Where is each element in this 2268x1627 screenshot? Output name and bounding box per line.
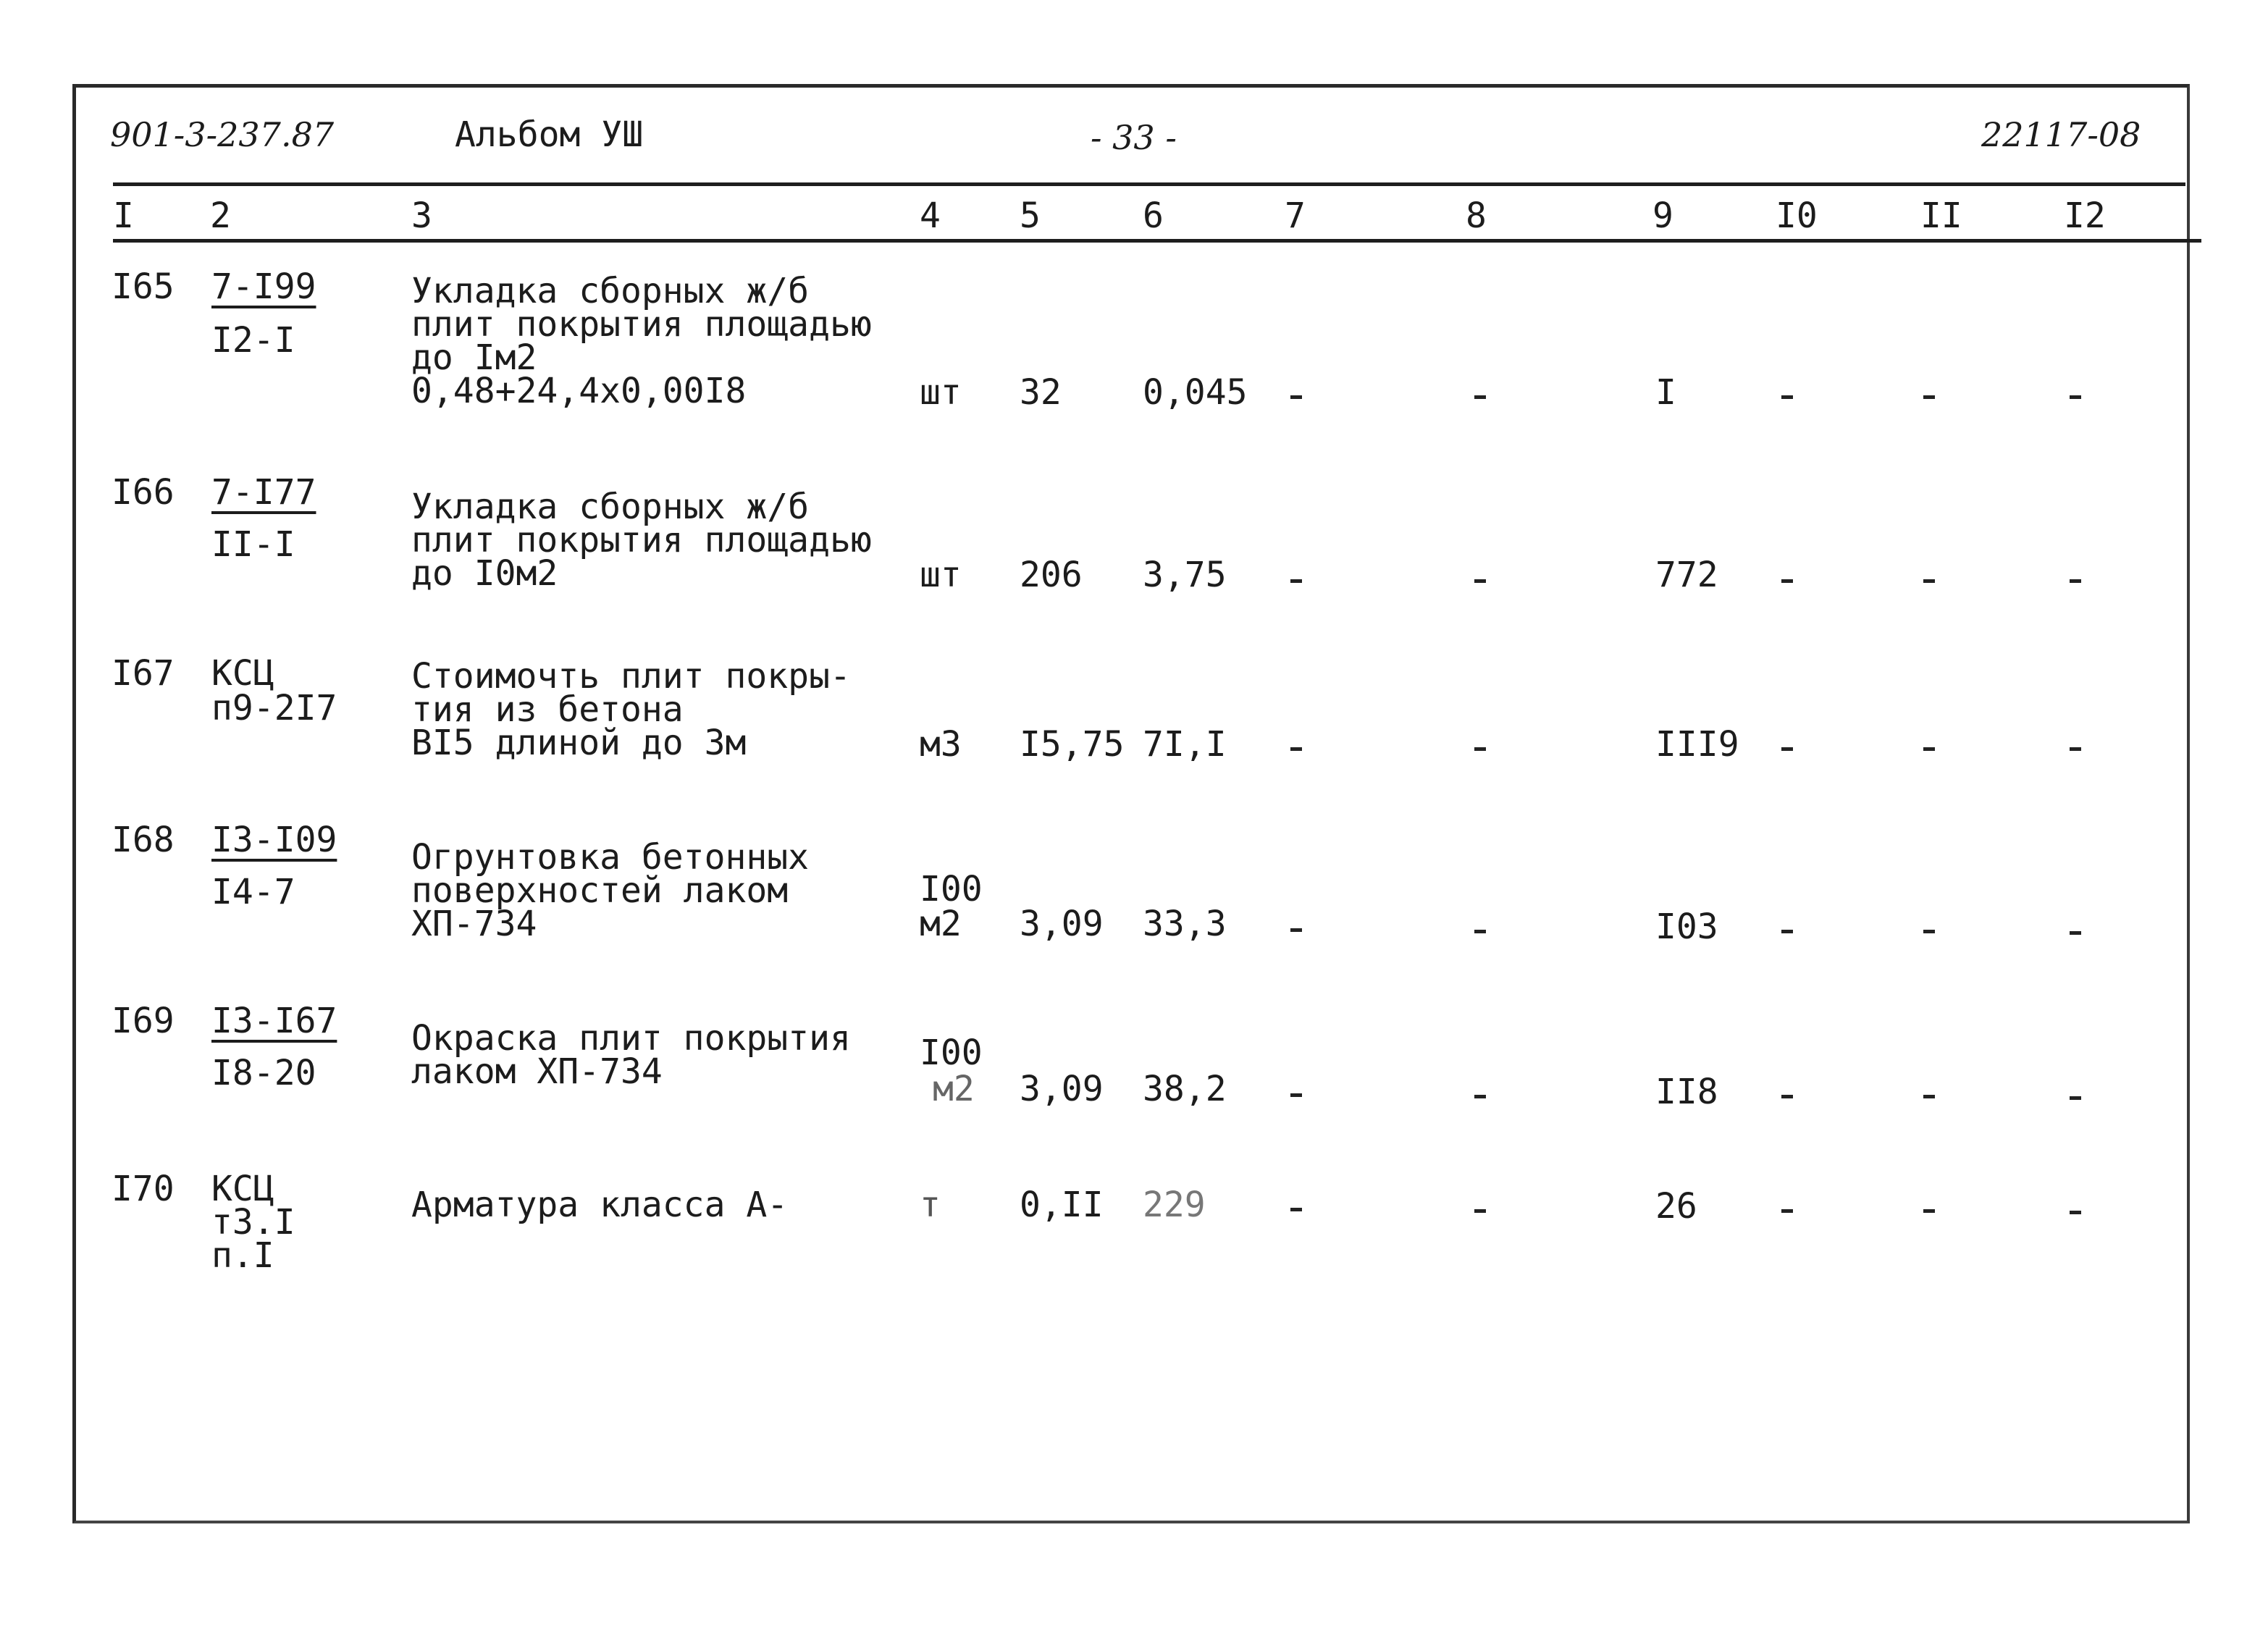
row-code-primary: I3-I09 [211, 820, 337, 860]
row-unit: шт [920, 555, 962, 595]
row-desc-line: Огрунтовка бетонных [411, 837, 810, 878]
row-total: 772 [1655, 555, 1718, 595]
empty-dash [2070, 1096, 2081, 1100]
document-code: 901-3-237.87 [110, 115, 335, 154]
empty-dash [1923, 747, 1935, 751]
row-unit-line2: м2 [920, 904, 962, 944]
empty-dash [1290, 1208, 1302, 1211]
empty-dash [1923, 1209, 1935, 1213]
empty-dash [1781, 579, 1793, 583]
row-code-tertiary: п.I [211, 1235, 274, 1276]
row-rate: 229 [1143, 1185, 1206, 1225]
row-unit: м3 [920, 724, 962, 765]
row-desc-line: поверхностей лаком [411, 870, 789, 911]
col-8: 8 [1466, 196, 1487, 236]
row-desc-line: плит покрытия площадью [411, 520, 872, 560]
row-quantity: 3,09 [1020, 904, 1104, 944]
row-total: I03 [1655, 907, 1718, 947]
col-5: 5 [1020, 196, 1041, 236]
empty-dash [1474, 1209, 1486, 1213]
row-rate: 0,045 [1143, 372, 1248, 413]
row-code-secondary: I4-7 [211, 872, 295, 912]
row-desc-line: Стоимочть плит покры- [411, 656, 851, 697]
header-rule [113, 182, 2185, 186]
empty-dash [1474, 395, 1486, 399]
row-number: I68 [112, 820, 175, 860]
empty-dash [1781, 395, 1793, 399]
row-rate: 7I,I [1143, 724, 1227, 765]
page-number: - 33 - [1091, 118, 1177, 157]
row-unit-line2: м2 [933, 1069, 975, 1109]
row-rate: 33,3 [1143, 904, 1227, 944]
empty-dash [1923, 579, 1935, 583]
row-desc-line: тия из бетона [411, 689, 684, 730]
album-label: Альбом УШ [455, 114, 644, 155]
order-number: 22117-08 [1981, 115, 2141, 154]
row-quantity: 0,II [1020, 1185, 1104, 1225]
empty-dash [1781, 930, 1793, 933]
row-code-secondary: I8-20 [211, 1053, 316, 1093]
row-desc-line: Укладка сборных ж/б [411, 271, 810, 311]
row-number: I65 [112, 266, 175, 307]
row-unit: т [920, 1185, 941, 1225]
row-code-secondary: II-I [211, 524, 295, 565]
col-7: 7 [1285, 196, 1306, 236]
row-quantity: 3,09 [1020, 1069, 1104, 1109]
row-desc-line: Окраска плит покрытия [411, 1018, 851, 1059]
row-total: 26 [1655, 1186, 1697, 1227]
row-code-primary: КСЦ [211, 653, 274, 694]
col-9: 9 [1652, 196, 1673, 236]
row-desc-line: до Iм2 [411, 337, 537, 378]
empty-dash [1923, 1095, 1935, 1098]
empty-dash [2070, 395, 2081, 399]
row-desc-line: BI5 длиной до 3м [411, 723, 747, 763]
col-12: I2 [2064, 196, 2106, 236]
empty-dash [1474, 930, 1486, 933]
row-number: I67 [112, 653, 175, 694]
row-quantity: I5,75 [1020, 724, 1125, 765]
empty-dash [1781, 1095, 1793, 1098]
row-desc-line: до I0м2 [411, 553, 558, 594]
row-total: I [1655, 372, 1676, 413]
col-6: 6 [1143, 196, 1164, 236]
empty-dash [1290, 579, 1302, 583]
empty-dash [2070, 747, 2081, 751]
row-code-secondary: т3.I [211, 1202, 295, 1243]
row-number: I70 [112, 1169, 175, 1209]
row-quantity: 206 [1020, 555, 1083, 595]
row-rate: 3,75 [1143, 555, 1227, 595]
row-desc-line: лаком ХП-734 [411, 1051, 663, 1092]
row-code-secondary: п9-2I7 [211, 688, 337, 728]
empty-dash [1290, 928, 1302, 932]
row-desc-line: Укладка сборных ж/б [411, 487, 810, 527]
empty-dash [1290, 395, 1302, 399]
empty-dash [2070, 931, 2081, 935]
row-code-primary: 7-I77 [211, 472, 316, 513]
row-code-primary: КСЦ [211, 1169, 274, 1209]
row-rate: 38,2 [1143, 1069, 1227, 1109]
row-desc-line: Арматура класса А- [411, 1185, 789, 1225]
row-desc-line: ХП-734 [411, 904, 537, 944]
empty-dash [1474, 579, 1486, 583]
row-number: I66 [112, 472, 175, 513]
row-total: II8 [1655, 1072, 1718, 1112]
row-number: I69 [112, 1001, 175, 1041]
empty-dash [1474, 747, 1486, 751]
row-unit: шт [920, 372, 962, 413]
empty-dash [1781, 747, 1793, 751]
col-4: 4 [920, 196, 941, 236]
row-desc-line: плит покрытия площадью [411, 304, 872, 345]
col-2: 2 [210, 196, 231, 236]
row-total: III9 [1655, 724, 1739, 765]
empty-dash [2070, 579, 2081, 583]
empty-dash [1290, 1093, 1302, 1097]
col-11: II [1920, 196, 1962, 236]
empty-dash [1474, 1095, 1486, 1098]
row-quantity: 32 [1020, 372, 1062, 413]
col-1: I [113, 196, 134, 236]
row-code-primary: I3-I67 [211, 1001, 337, 1041]
row-code-secondary: I2-I [211, 320, 295, 361]
col-10: I0 [1776, 196, 1818, 236]
row-desc-line: 0,48+24,4х0,00I8 [411, 371, 747, 411]
empty-dash [1781, 1209, 1793, 1213]
col-3: 3 [411, 196, 432, 236]
column-rule [113, 239, 2201, 243]
row-unit: I00 [920, 1033, 983, 1073]
empty-dash [1290, 747, 1302, 751]
row-code-primary: 7-I99 [211, 266, 316, 307]
page-frame [72, 84, 2190, 1523]
empty-dash [1923, 930, 1935, 933]
empty-dash [2070, 1211, 2081, 1214]
empty-dash [1923, 395, 1935, 399]
row-unit: I00 [920, 869, 983, 909]
